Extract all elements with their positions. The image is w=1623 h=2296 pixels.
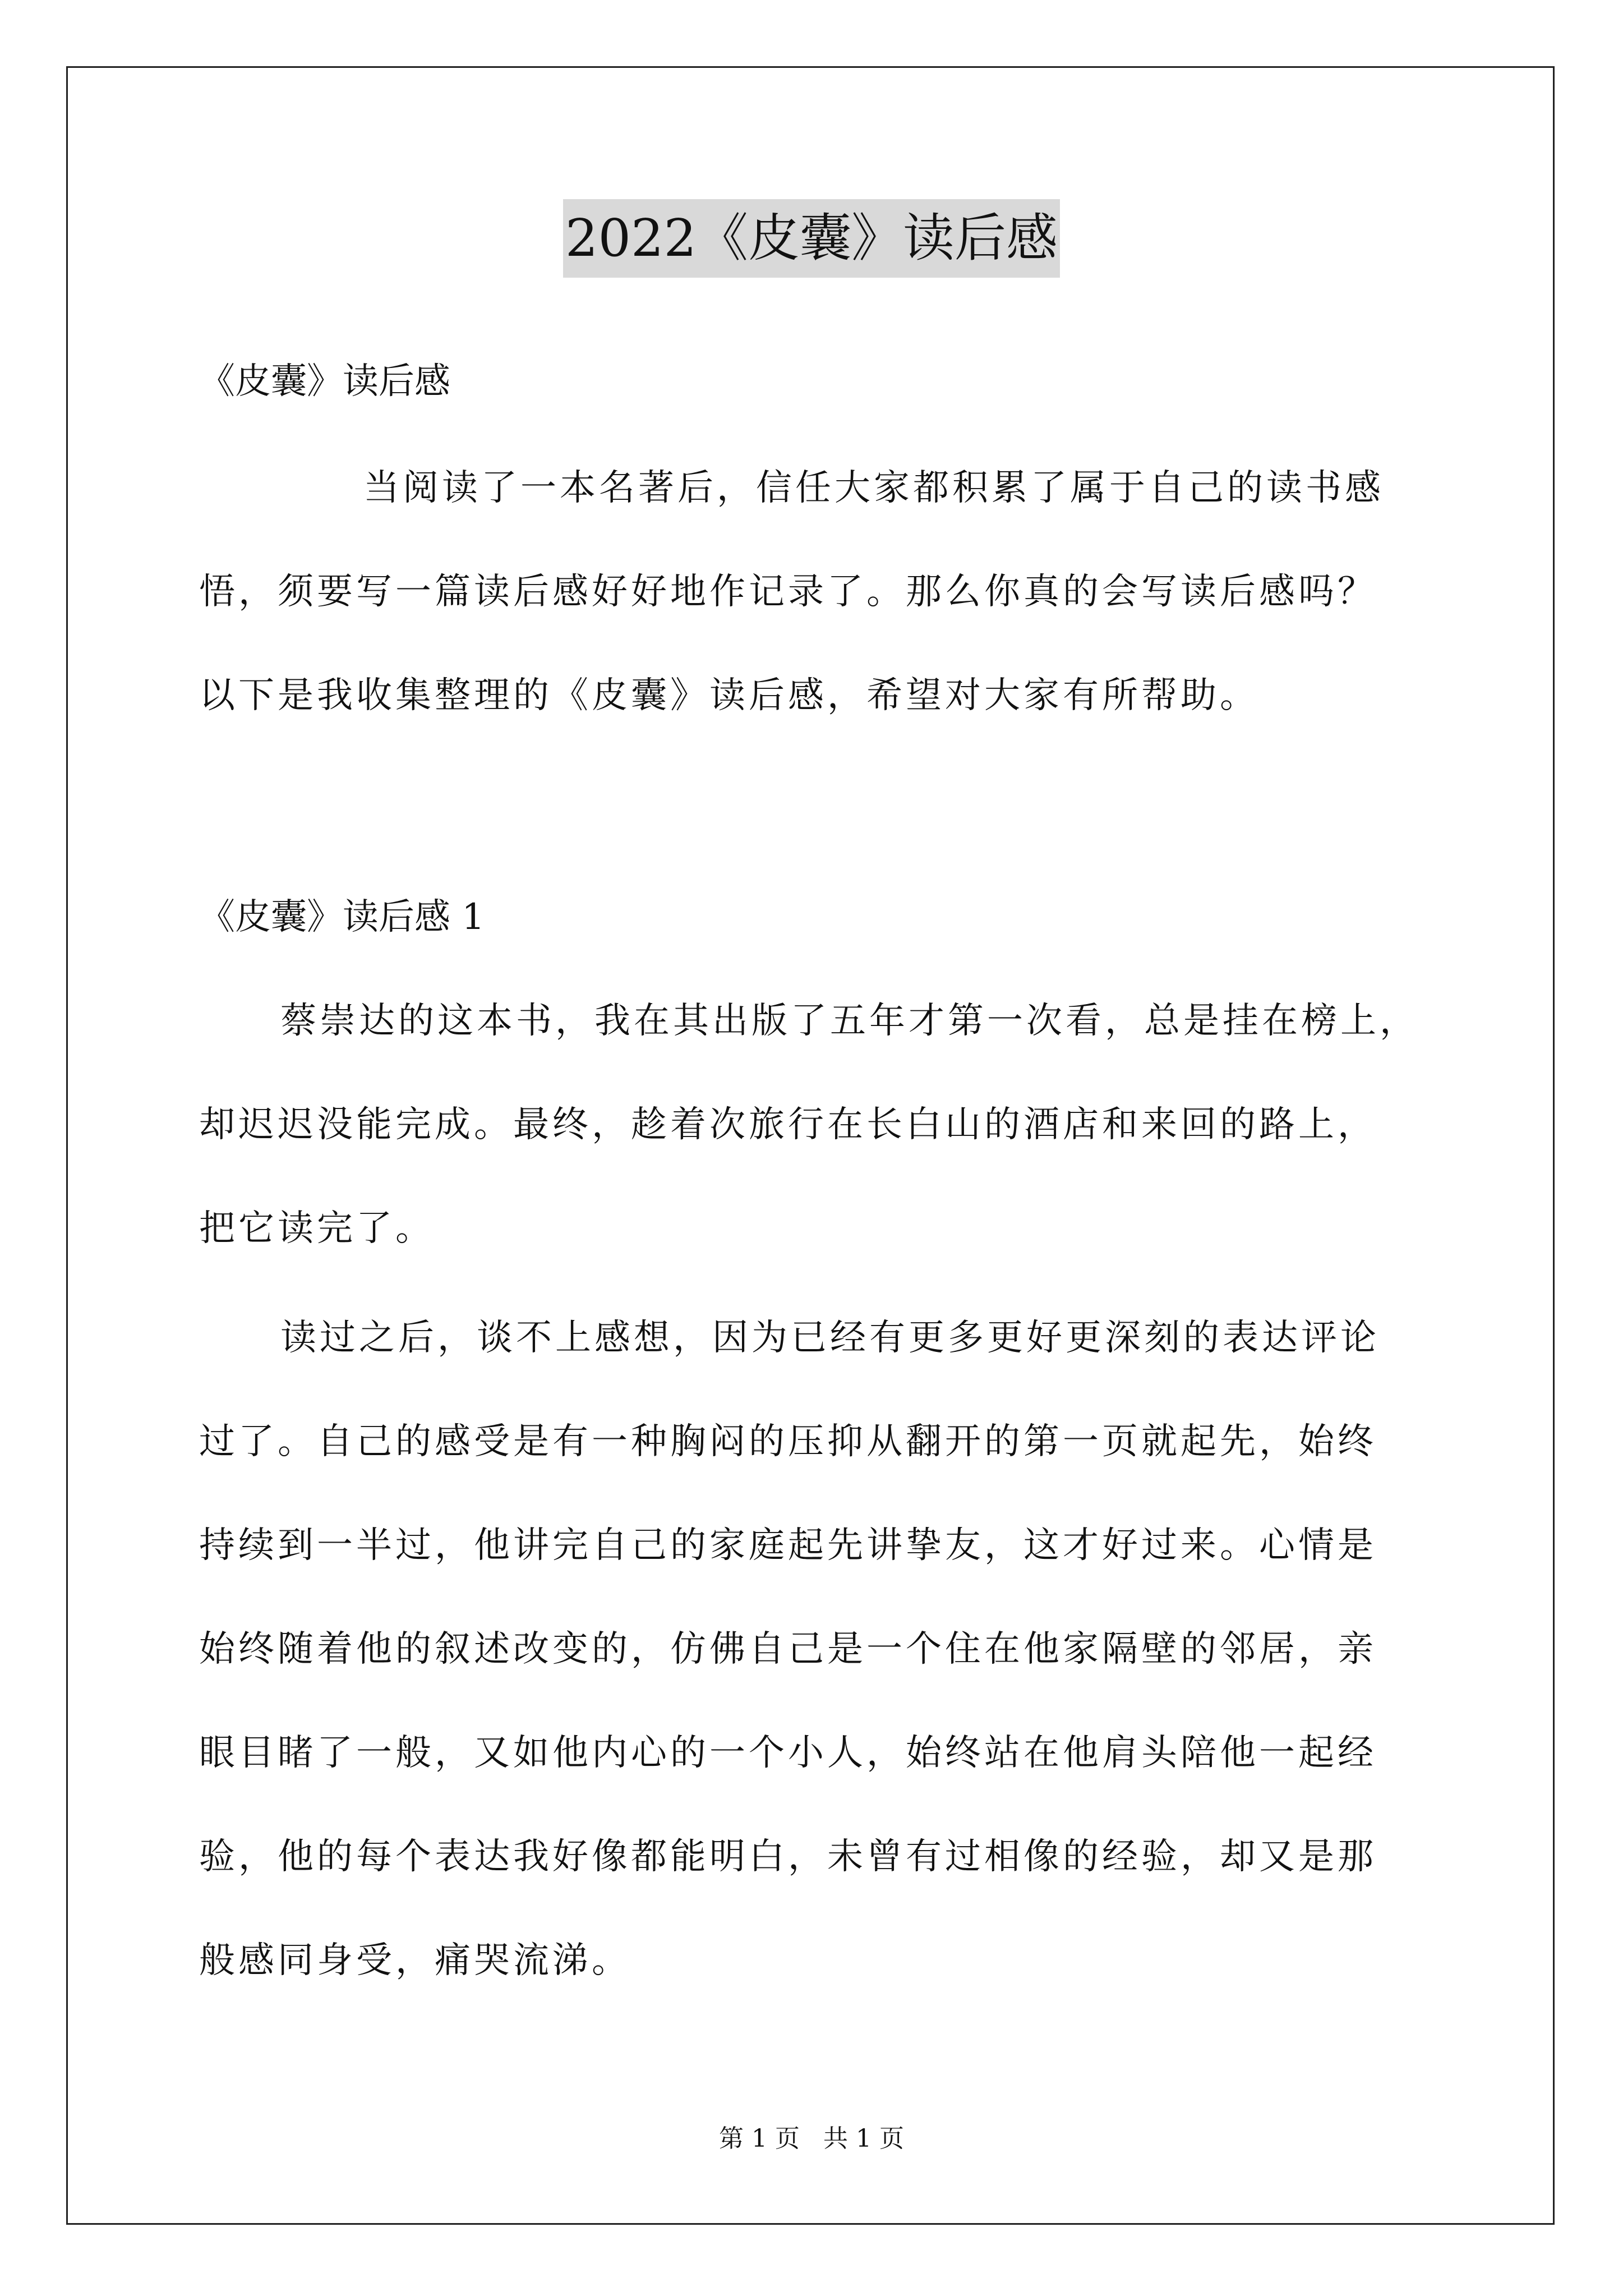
intro-heading: 《皮囊》读后感	[199, 361, 450, 402]
document-title	[0, 199, 1623, 278]
paragraph1-line-1: 蔡崇达的这本书，我在其出版了五年才第一次看，总是挂在榜上，	[280, 1000, 1419, 1042]
paragraph2-line-7: 般感同身受，痛哭流涕。	[199, 1940, 631, 1981]
page-footer: 第 1 页 共 1 页	[719, 2124, 904, 2153]
paragraph2-line-4: 始终随着他的叙述改变的，仿佛自己是一个住在他家隔壁的邻居，亲	[199, 1628, 1377, 1670]
paragraph2-line-3: 持续到一半过，他讲完自己的家庭起先讲挚友，这才好过来。心情是	[199, 1525, 1377, 1566]
paragraph1-line-3: 把它读完了。	[199, 1208, 435, 1249]
document-title-text: 2022《皮囊》读后感	[563, 199, 1060, 278]
section-heading: 《皮囊》读后感 1	[199, 896, 485, 938]
intro-line-1: 当阅读了一本名著后，信任大家都积累了属于自己的读书感	[363, 467, 1384, 509]
paragraph1-line-2: 却迟迟没能完成。最终，趁着次旅行在长白山的酒店和来回的路上，	[199, 1104, 1377, 1145]
intro-line-2: 悟，须要写一篇读后感好好地作记录了。那么你真的会写读后感吗？	[199, 571, 1377, 613]
paragraph2-line-2: 过了。自己的感受是有一种胸闷的压抑从翻开的第一页就起先，始终	[199, 1421, 1377, 1462]
paragraph2-line-6: 验，他的每个表达我好像都能明白，未曾有过相像的经验，却又是那	[199, 1836, 1377, 1878]
intro-line-3: 以下是我收集整理的《皮囊》读后感，希望对大家有所帮助。	[199, 675, 1259, 716]
paragraph2-line-5: 眼目睹了一般，又如他内心的一个小人，始终站在他肩头陪他一起经	[199, 1732, 1377, 1774]
paragraph2-line-1: 读过之后，谈不上感想，因为已经有更多更好更深刻的表达评论	[280, 1317, 1380, 1359]
